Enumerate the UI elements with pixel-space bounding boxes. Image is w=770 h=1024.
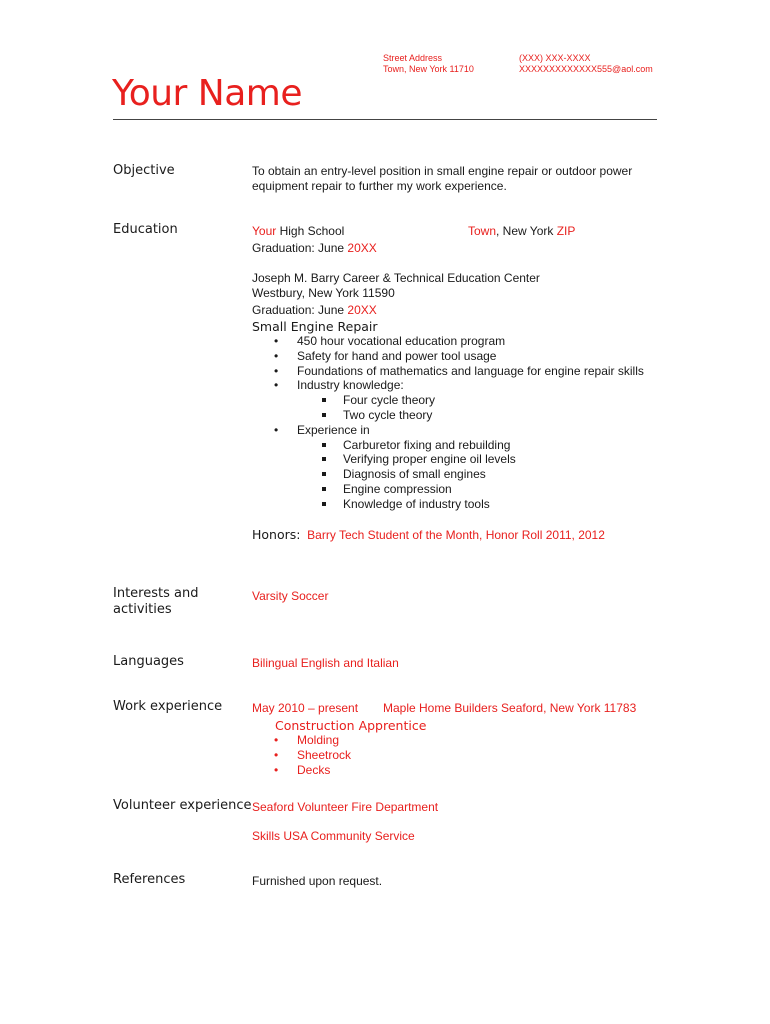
references-value: Furnished upon request. [252, 874, 383, 888]
list-item-text: Four cycle theory [343, 393, 436, 408]
round-bullet-icon: • [274, 748, 279, 762]
honors-line [252, 527, 605, 543]
high-school-town: Town [468, 224, 497, 238]
high-school-state: , New York [496, 224, 557, 238]
email-address: XXXXXXXXXXXXX555@aol.com [519, 64, 653, 74]
round-bullet-icon: • [274, 334, 279, 348]
volunteer-item-1: Seaford Volunteer Fire Department [252, 800, 439, 814]
interests-label [113, 586, 198, 618]
list-item-text: 450 hour vocational education program [297, 334, 506, 348]
knowledge-sub-list [252, 393, 682, 423]
list-item [252, 364, 682, 379]
list-item-text: Carburetor fixing and rebuilding [343, 437, 511, 452]
work-title: Construction Apprentice [275, 718, 427, 733]
list-item-text: Safety for hand and power tool usage [297, 348, 497, 363]
list-item [252, 733, 552, 748]
round-bullet-icon: • [274, 763, 279, 777]
square-bullet-icon [322, 472, 326, 476]
list-item [252, 393, 682, 408]
career-center-location: Westbury, New York 11590 [252, 286, 395, 300]
work-employer: Maple Home Builders Seaford, New York 11783 [383, 701, 637, 715]
center-grad-label: Graduation: June [252, 303, 348, 317]
square-bullet-icon [322, 413, 326, 417]
list-item [252, 497, 682, 512]
volunteer-label: Volunteer experience [113, 798, 252, 813]
interests-label-line-1: Interests and [113, 586, 199, 601]
career-center-block [252, 271, 540, 334]
list-item-text: Knowledge of industry tools [343, 496, 490, 511]
interests-value: Varsity Soccer [252, 589, 329, 603]
high-school-graduation [252, 241, 377, 256]
list-item-text: Experience in [297, 422, 370, 437]
list-item [252, 748, 552, 763]
square-bullet-icon [322, 457, 326, 461]
objective-text [252, 164, 632, 194]
languages-value: Bilingual English and Italian [252, 656, 399, 670]
list-item-text: Industry knowledge: [297, 378, 404, 393]
round-bullet-icon: • [274, 363, 279, 378]
square-bullet-icon [322, 398, 326, 402]
references-label: References [113, 872, 186, 887]
list-item [252, 408, 682, 423]
list-item-text: Decks [297, 763, 331, 777]
experience-sub-list [252, 438, 682, 512]
interests-label-line-2: activities [113, 602, 172, 617]
street-address: Street Address [383, 53, 443, 63]
list-item [252, 482, 682, 497]
objective-line-1: To obtain an entry-level position in small engine repair or outdoor power [252, 164, 633, 178]
square-bullet-icon [322, 443, 326, 447]
work-experience-label: Work experience [113, 699, 223, 714]
list-item-text: Verifying proper engine oil levels [343, 452, 516, 467]
objective-label: Objective [113, 163, 175, 178]
program-title: Small Engine Repair [252, 319, 378, 334]
hs-grad-year: 20XX [347, 241, 377, 255]
honors-value: Barry Tech Student of the Month, Honor Roll 2011, 2012 [307, 528, 605, 542]
list-item-text: Foundations of mathematics and language for engine repair skills [297, 363, 644, 378]
hs-grad-label: Graduation: June [252, 241, 348, 255]
education-label: Education [113, 222, 178, 237]
contact-block [519, 53, 653, 75]
round-bullet-icon: • [274, 733, 279, 747]
list-item [252, 467, 682, 482]
high-school-your: Your [252, 224, 277, 238]
career-center-graduation [252, 303, 540, 318]
list-item-text: Molding [297, 733, 340, 747]
program-bullet-list [252, 334, 682, 393]
center-grad-year: 20XX [347, 303, 377, 317]
list-item [252, 378, 682, 393]
round-bullet-icon: • [274, 348, 279, 363]
list-item-text: Engine compression [343, 481, 452, 496]
high-school-name [252, 224, 344, 239]
round-bullet-icon: • [274, 378, 279, 393]
list-item [252, 423, 682, 438]
address-block [383, 53, 474, 75]
volunteer-item-2: Skills USA Community Service [252, 829, 415, 843]
career-center-name: Joseph M. Barry Career & Technical Education Center [252, 271, 540, 285]
work-duties [252, 733, 552, 778]
honors-label: Honors: [252, 527, 301, 542]
work-duties-list [252, 733, 552, 778]
list-item [252, 452, 682, 467]
experience-bullet [252, 423, 682, 438]
list-item-text: Sheetrock [297, 748, 352, 762]
work-dates: May 2010 – present [252, 701, 359, 715]
phone-number: (XXX) XXX-XXXX [519, 53, 591, 63]
town-address: Town, New York 11710 [383, 64, 474, 74]
high-school-zip: ZIP [556, 224, 576, 238]
objective-line-2: equipment repair to further my work experience. [252, 179, 507, 193]
list-item [252, 349, 682, 364]
list-item-text: Diagnosis of small engines [343, 467, 486, 482]
list-item-text: Two cycle theory [343, 407, 433, 422]
square-bullet-icon [322, 487, 326, 491]
high-school-location [468, 224, 575, 239]
round-bullet-icon: • [274, 422, 279, 437]
high-school-suffix: High School [276, 224, 345, 238]
your-name-title: Your Name [112, 73, 303, 114]
languages-label: Languages [113, 654, 184, 669]
list-item [252, 763, 552, 778]
square-bullet-icon [322, 502, 326, 506]
list-item [252, 438, 682, 453]
program-details [252, 334, 682, 512]
header-divider [113, 119, 657, 120]
list-item [252, 334, 682, 349]
